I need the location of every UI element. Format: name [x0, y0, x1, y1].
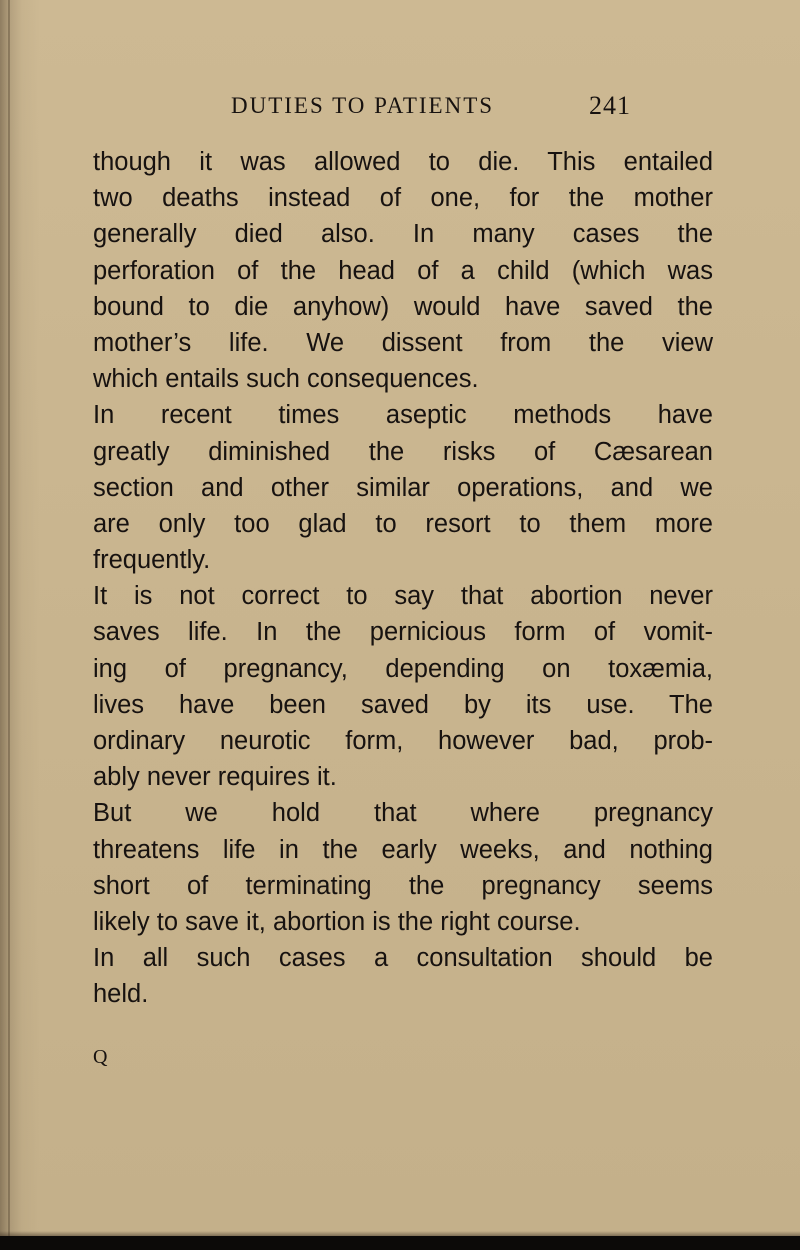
text-line: perforation of the head of a child (which was — [93, 256, 713, 285]
text-line: held. — [93, 980, 149, 1009]
text-line: threatens life in the early weeks, and nothing — [93, 835, 713, 864]
body-text — [93, 144, 713, 1013]
text-line: which entails such consequences. — [93, 365, 479, 394]
text-line: short of terminating the pregnancy seems — [93, 871, 713, 900]
text-line: section and other similar operations, and we — [93, 473, 713, 502]
text-line: saves life. In the pernicious form of vomit- — [93, 618, 713, 647]
paragraph-start-line: In recent times aseptic methods have — [93, 401, 713, 430]
paragraph-start-line: It is not correct to say that abortion never — [93, 582, 713, 611]
text-line: bound to die anyhow) would have saved the — [93, 292, 713, 321]
running-title: DUTIES TO PATIENTS — [231, 93, 495, 118]
text-line: ordinary neurotic form, however bad, prob- — [93, 727, 713, 755]
text-line: are only too glad to resort to them more — [93, 509, 713, 538]
paragraph-start-line: In all such cases a consultation should be — [93, 944, 713, 973]
text-line: likely to save it, abortion is the right course. — [93, 907, 581, 936]
text-line: generally died also. In many cases the — [93, 220, 713, 249]
text-line: frequently. — [93, 546, 211, 575]
text-line: though it was allowed to die. This entailed — [93, 148, 713, 176]
text-line: mother’s life. We dissent from the view — [93, 328, 713, 357]
text-line: ing of pregnancy, depending on toxæmia, — [93, 654, 713, 683]
text-line: greatly diminished the risks of Cæsarean — [93, 437, 713, 466]
text-line: two deaths instead of one, for the mother — [93, 184, 713, 213]
signature-mark: Q — [93, 1046, 108, 1068]
text-line: ably never requires it. — [93, 763, 337, 792]
running-head — [0, 88, 800, 128]
page-number: 241 — [589, 91, 631, 120]
text-line: lives have been saved by its use. The — [93, 690, 713, 719]
page-gutter-shadow — [8, 0, 10, 1250]
bottom-edge — [0, 1236, 800, 1250]
paragraph-start-line: But we hold that where pregnancy — [93, 799, 713, 828]
